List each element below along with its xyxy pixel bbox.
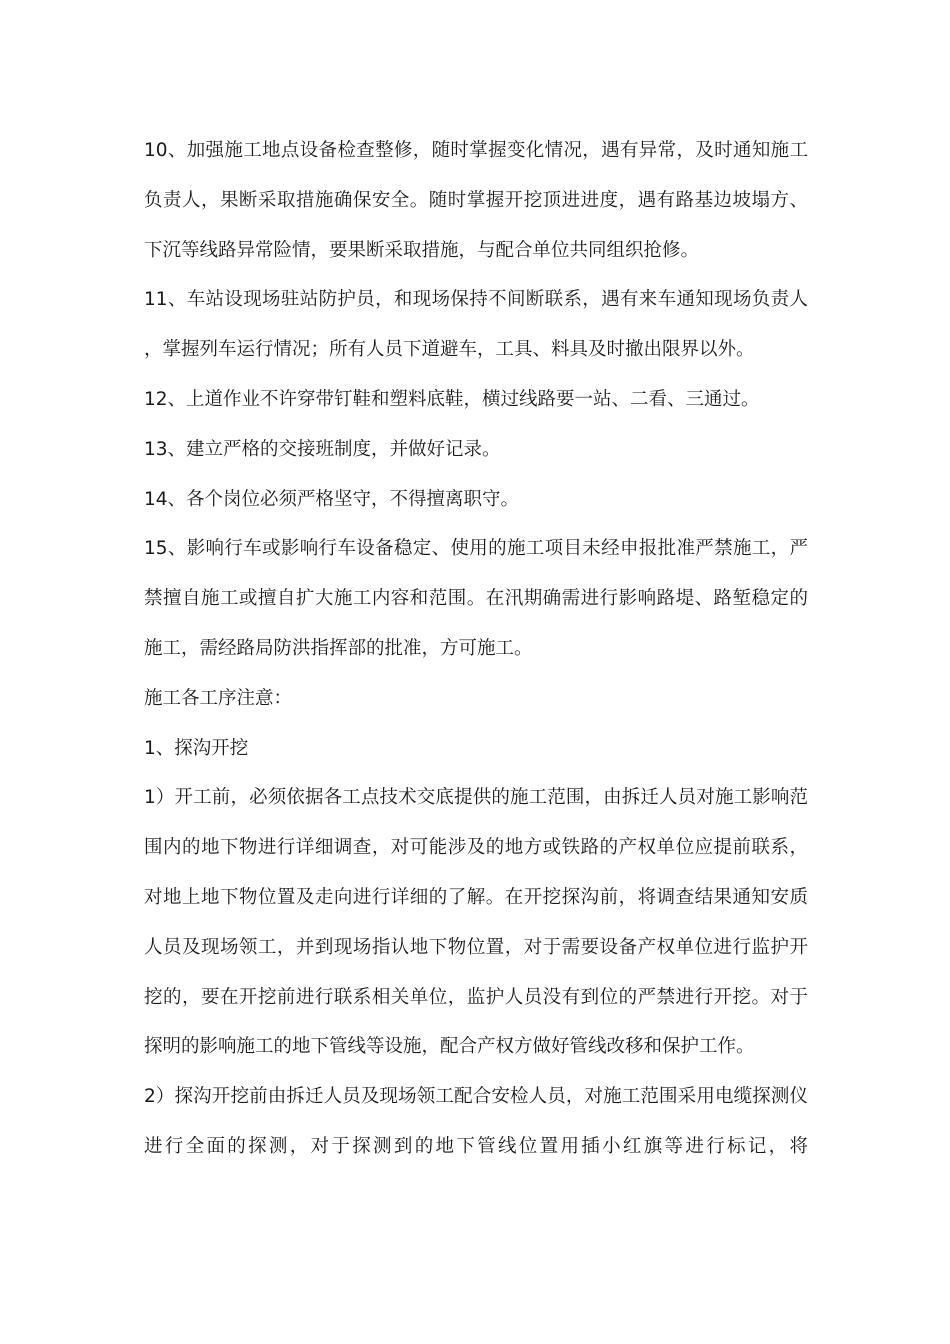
paragraph-item-11: 11、车站设现场驻站防护员，和现场保持不间断联系，遇有来车通知现场负责人，掌握列车运行情况；所有人员下道避车，工具、料具及时撤出限界以外。 [144,289,808,361]
section-heading: 施工各工序注意： [144,687,293,709]
paragraph-item-10: 10、加强施工地点设备检查整修，随时掌握变化情况，遇有异常，及时通知施工负责人，果断采取措施确保安全。随时掌握开挖顶进进度，遇有路基边坡塌方、下沉等线路异常险情，要果断采取措施，与配合单位共同组织抢修。 [144,140,808,261]
document-body [144,126,808,1172]
paragraph-item-14: 14、各个岗位必须严格坚守，不得擅离职守。 [144,488,520,510]
paragraph-item-12: 12、上道作业不许穿带钉鞋和塑料底鞋，横过线路要一站、二看、三通过。 [144,388,760,410]
paragraph-item-15: 15、影响行车或影响行车设备稳定、使用的施工项目未经申报批准严禁施工，严禁擅自施工或擅自扩大施工内容和范围。在汛期确需进行影响路堤、路堑稳定的施工，需经路局防洪指挥部的批准，方可施工。 [144,538,808,659]
paragraph-item-13: 13、建立严格的交接班制度，并做好记录。 [144,438,501,460]
paragraph-step-1: 1）开工前，必须依据各工点技术交底提供的施工范围，由拆迁人员对施工影响范围内的地下物进行详细调查，对可能涉及的地方或铁路的产权单位应提前联系，对地上地下物位置及走向进行详细的了解。在开挖探沟前，将调查结果通知安质人员及现场领工，并到现场指认地下物位置，对于需要设备产权单位进行监护开挖的，要在开挖前进行联系相关单位，监护人员没有到位的严禁进行开挖。对于探明的影响施工的地下管线等设施，配合产权方做好管线改移和保护工作。 [144,787,808,1058]
paragraph-step-2: 2）探沟开挖前由拆迁人员及现场领工配合安检人员，对施工范围采用电缆探测仪进行全面的探测，对于探测到的地下管线位置用插小红旗等进行标记，将 [144,1086,808,1157]
subsection-heading: 1、探沟开挖 [144,737,249,759]
